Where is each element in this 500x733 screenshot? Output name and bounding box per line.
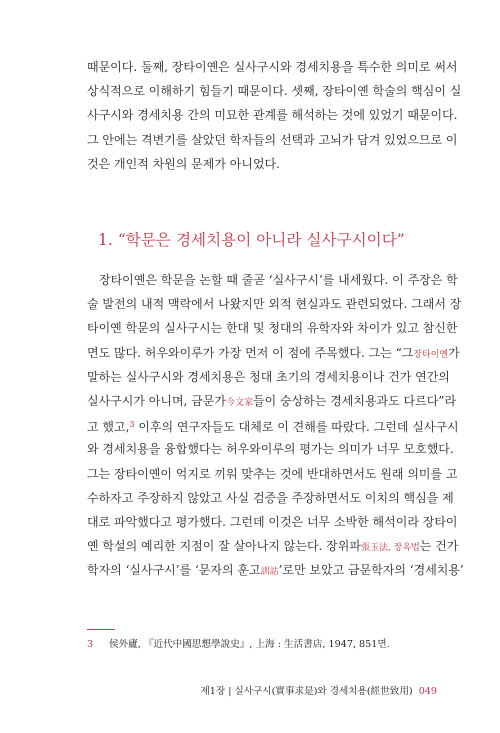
text-line: 상식적으로 이해하기 힘들기 때문이다. 셋째, 장타이옌 학술의 핵심이 실 (87, 84, 462, 99)
running-footer (201, 685, 437, 699)
section-heading: 1. “학문은 경세치용이 아니라 실사구시이다” (98, 231, 405, 249)
text-line: 때문이다. 둘째, 장타이옌은 실사구시와 경세치용을 특수한 의미로 써서 (87, 60, 458, 74)
text-line: 그는 장타이옌이 억지로 끼워 맞추는 것에 반대하면서도 원래 의미를 고 (87, 466, 458, 481)
text-line: 실사구시가 아니며, 금문가今文家들이 숭상하는 경세치용과도 다르다”라 (87, 393, 457, 408)
footnote-divider (87, 629, 115, 630)
text-line: 대로 파악했다고 평가했다. 그런데 이것은 너무 소박한 해석이라 장타이 (87, 514, 458, 529)
text-line: 사구시와 경세치용 간의 미묘한 관계를 해석하는 것에 있었기 때문이다. (87, 108, 458, 123)
text-line: 옌 학설의 예리한 지점이 잘 살아나지 않는다. 장위파張玉法, 장옥법는 건가 (87, 539, 459, 554)
body-paragraph-1 (87, 55, 462, 176)
inline-annotation: 訓詁 (260, 567, 279, 578)
text-line: 술 발전의 내적 맥락에서 나왔지만 외적 현실과도 관련되었다. 그래서 장 (87, 297, 462, 312)
footnote-marker[interactable]: 3 (129, 420, 135, 430)
text-line: 면도 많다. 허우와이루가 가장 먼저 이 점에 주목했다. 그는 “그장타이옌가 (87, 345, 460, 360)
inline-annotation: 장타이옌 (413, 349, 449, 360)
chapter-title: 제1장 | 실사구시(實事求是)와 경세치용(經世致用) (200, 686, 413, 697)
footnote (87, 638, 437, 652)
body-paragraph-2 (87, 268, 464, 582)
text-line: 수하자고 주장하지 않았고 사실 검증을 주장하면서도 이치의 핵심을 제 (87, 490, 454, 505)
page-number: 049 (418, 686, 437, 697)
text-line: 고 했고,$^3$ 이후의 연구자들도 대체로 이 견해를 따랐다. 그런데 실사구시 (87, 420, 459, 435)
text-line: 것은 개인적 차원의 문제가 아니었다. (87, 156, 280, 171)
text-line: 그 안에는 격변기를 살았던 학자들의 선택과 고뇌가 담겨 있었으므로 이 (87, 132, 458, 147)
text-line: 타이옌 학문의 실사구시는 한대 및 청대의 유학자와 차이가 있고 참신한 (87, 321, 458, 336)
footnote-text: 侯外廬, 『近代中國思想學說史』, 上海 : 生活書店, 1947, 851면. (109, 639, 390, 650)
text-line: 와 경세치용을 융합했다는 허우와이루의 평가는 의미가 너무 모호했다. (87, 442, 454, 457)
footnote-number: 3 (87, 639, 94, 650)
text-line: 학자의 ‘실사구시’를 ‘문자의 훈고訓詁’로만 보았고 금문학자의 ‘경세치용’ (87, 563, 464, 578)
inline-annotation: 張玉法, 장옥법 (360, 543, 420, 554)
text-line: 장타이옌은 학문을 논할 때 줄곧 ‘실사구시’를 내세웠다. 이 주장은 학 (99, 273, 458, 287)
text-line: 말하는 실사구시와 경세치용은 청대 초기의 경세치용이나 건가 연간의 (87, 369, 450, 384)
inline-annotation: 今文家 (225, 397, 253, 408)
